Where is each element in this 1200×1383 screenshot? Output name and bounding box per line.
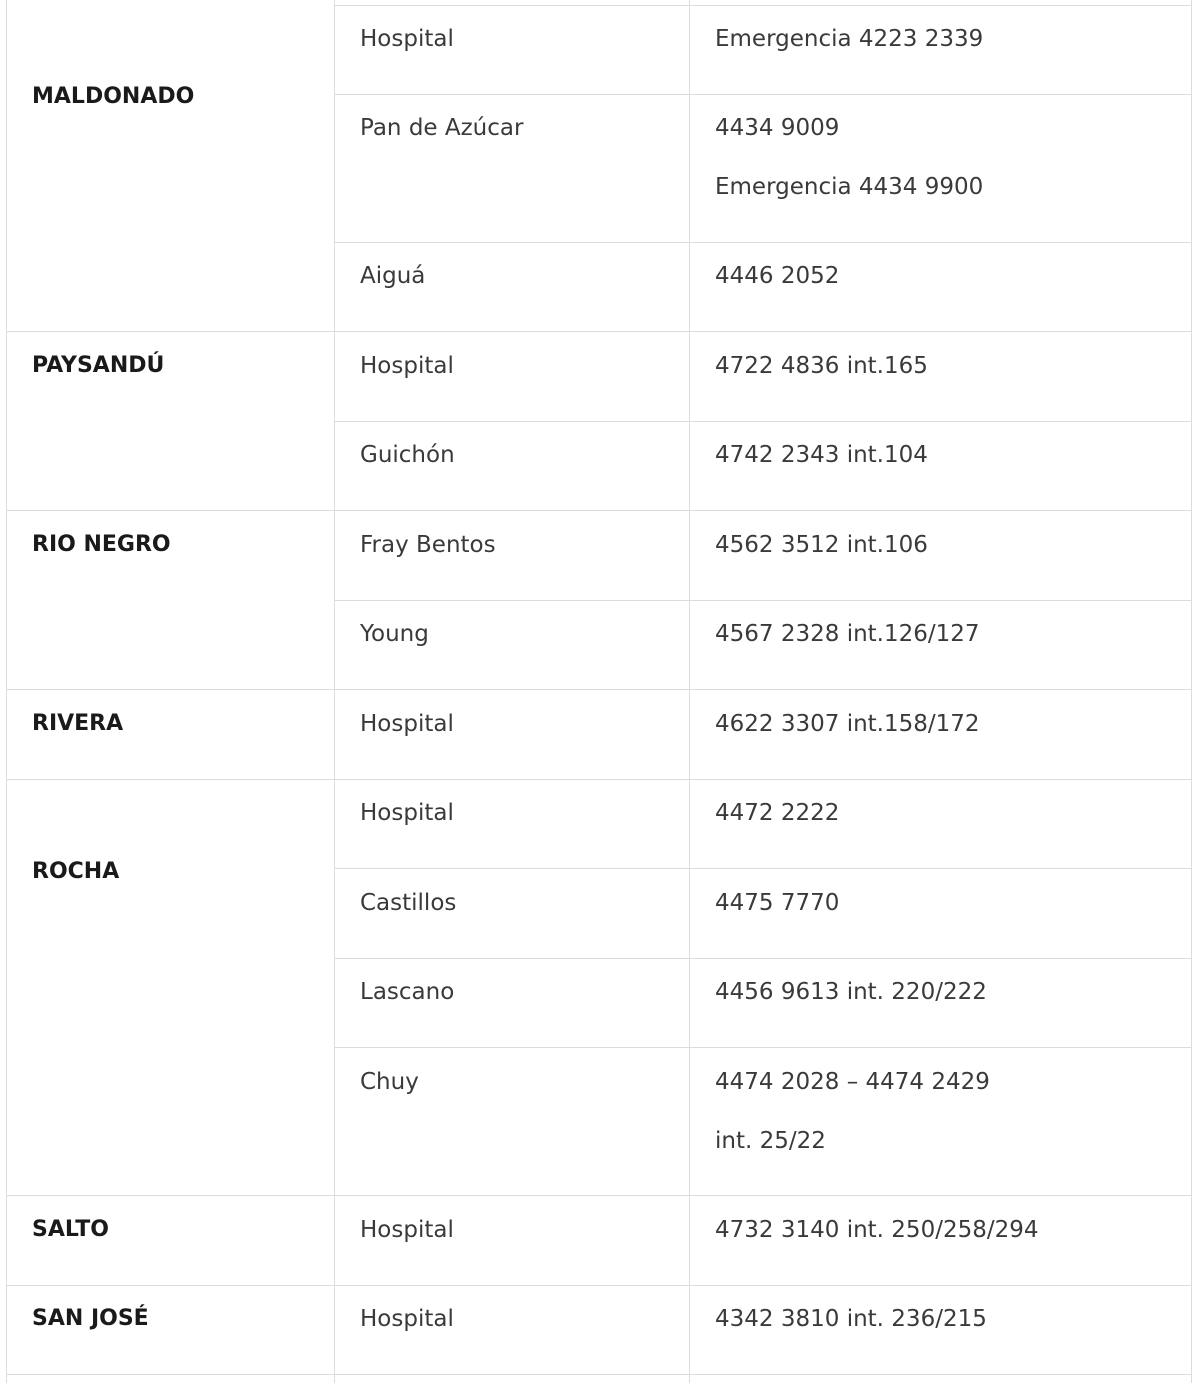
phone-number: 4475 7770 bbox=[715, 890, 840, 916]
row-divider bbox=[334, 868, 1192, 869]
phone-number: 4622 3307 int.158/172 bbox=[715, 711, 980, 737]
row-divider bbox=[334, 600, 1192, 601]
phone-number: int. 25/22 bbox=[715, 1128, 826, 1154]
phone-number: 4472 2222 bbox=[715, 800, 840, 826]
place-name: Hospital bbox=[360, 800, 454, 826]
row-divider bbox=[334, 1047, 1192, 1048]
department-name: MALDONADO bbox=[32, 84, 195, 109]
column-divider bbox=[1191, 0, 1192, 1383]
row-divider bbox=[6, 331, 1192, 332]
row-divider bbox=[6, 1285, 1192, 1286]
department-name: SALTO bbox=[32, 1217, 109, 1242]
department-name: RIVERA bbox=[32, 711, 124, 736]
row-divider bbox=[334, 958, 1192, 959]
row-divider bbox=[334, 242, 1192, 243]
place-name: Fray Bentos bbox=[360, 532, 496, 558]
place-name: Guichón bbox=[360, 442, 455, 468]
department-name: SAN JOSÉ bbox=[32, 1306, 149, 1331]
phone-number: 4446 2052 bbox=[715, 263, 840, 289]
phone-number: Emergencia 4223 2339 bbox=[715, 26, 984, 52]
place-name: Castillos bbox=[360, 890, 457, 916]
phone-number: 4567 2328 int.126/127 bbox=[715, 621, 980, 647]
place-name: Chuy bbox=[360, 1069, 419, 1095]
place-name: Lascano bbox=[360, 979, 455, 1005]
department-name: RIO NEGRO bbox=[32, 532, 171, 557]
phone-number: 4562 3512 int.106 bbox=[715, 532, 928, 558]
place-name: Hospital bbox=[360, 1217, 454, 1243]
phone-number: 4722 4836 int.165 bbox=[715, 353, 928, 379]
row-divider bbox=[6, 779, 1192, 780]
row-divider bbox=[334, 5, 1192, 6]
row-divider bbox=[6, 510, 1192, 511]
phone-number: 4732 3140 int. 250/258/294 bbox=[715, 1217, 1039, 1243]
place-name: Young bbox=[360, 621, 429, 647]
phone-number: Emergencia 4434 9900 bbox=[715, 174, 984, 200]
place-name: Hospital bbox=[360, 353, 454, 379]
phone-number: 4434 9009 bbox=[715, 115, 840, 141]
column-divider bbox=[334, 0, 335, 1383]
column-divider bbox=[6, 0, 7, 1383]
row-divider bbox=[334, 421, 1192, 422]
row-divider bbox=[6, 689, 1192, 690]
department-name: PAYSANDÚ bbox=[32, 353, 165, 378]
department-name: ROCHA bbox=[32, 859, 120, 884]
phone-number: 4474 2028 – 4474 2429 bbox=[715, 1069, 990, 1095]
row-divider bbox=[334, 94, 1192, 95]
row-divider bbox=[6, 1374, 1192, 1375]
row-divider bbox=[6, 1195, 1192, 1196]
phone-number: 4456 9613 int. 220/222 bbox=[715, 979, 987, 1005]
place-name: Aiguá bbox=[360, 263, 426, 289]
column-divider bbox=[689, 0, 690, 1383]
phone-number: 4742 2343 int.104 bbox=[715, 442, 928, 468]
place-name: Hospital bbox=[360, 26, 454, 52]
place-name: Hospital bbox=[360, 711, 454, 737]
place-name: Pan de Azúcar bbox=[360, 115, 524, 141]
phone-number: 4342 3810 int. 236/215 bbox=[715, 1306, 987, 1332]
place-name: Hospital bbox=[360, 1306, 454, 1332]
